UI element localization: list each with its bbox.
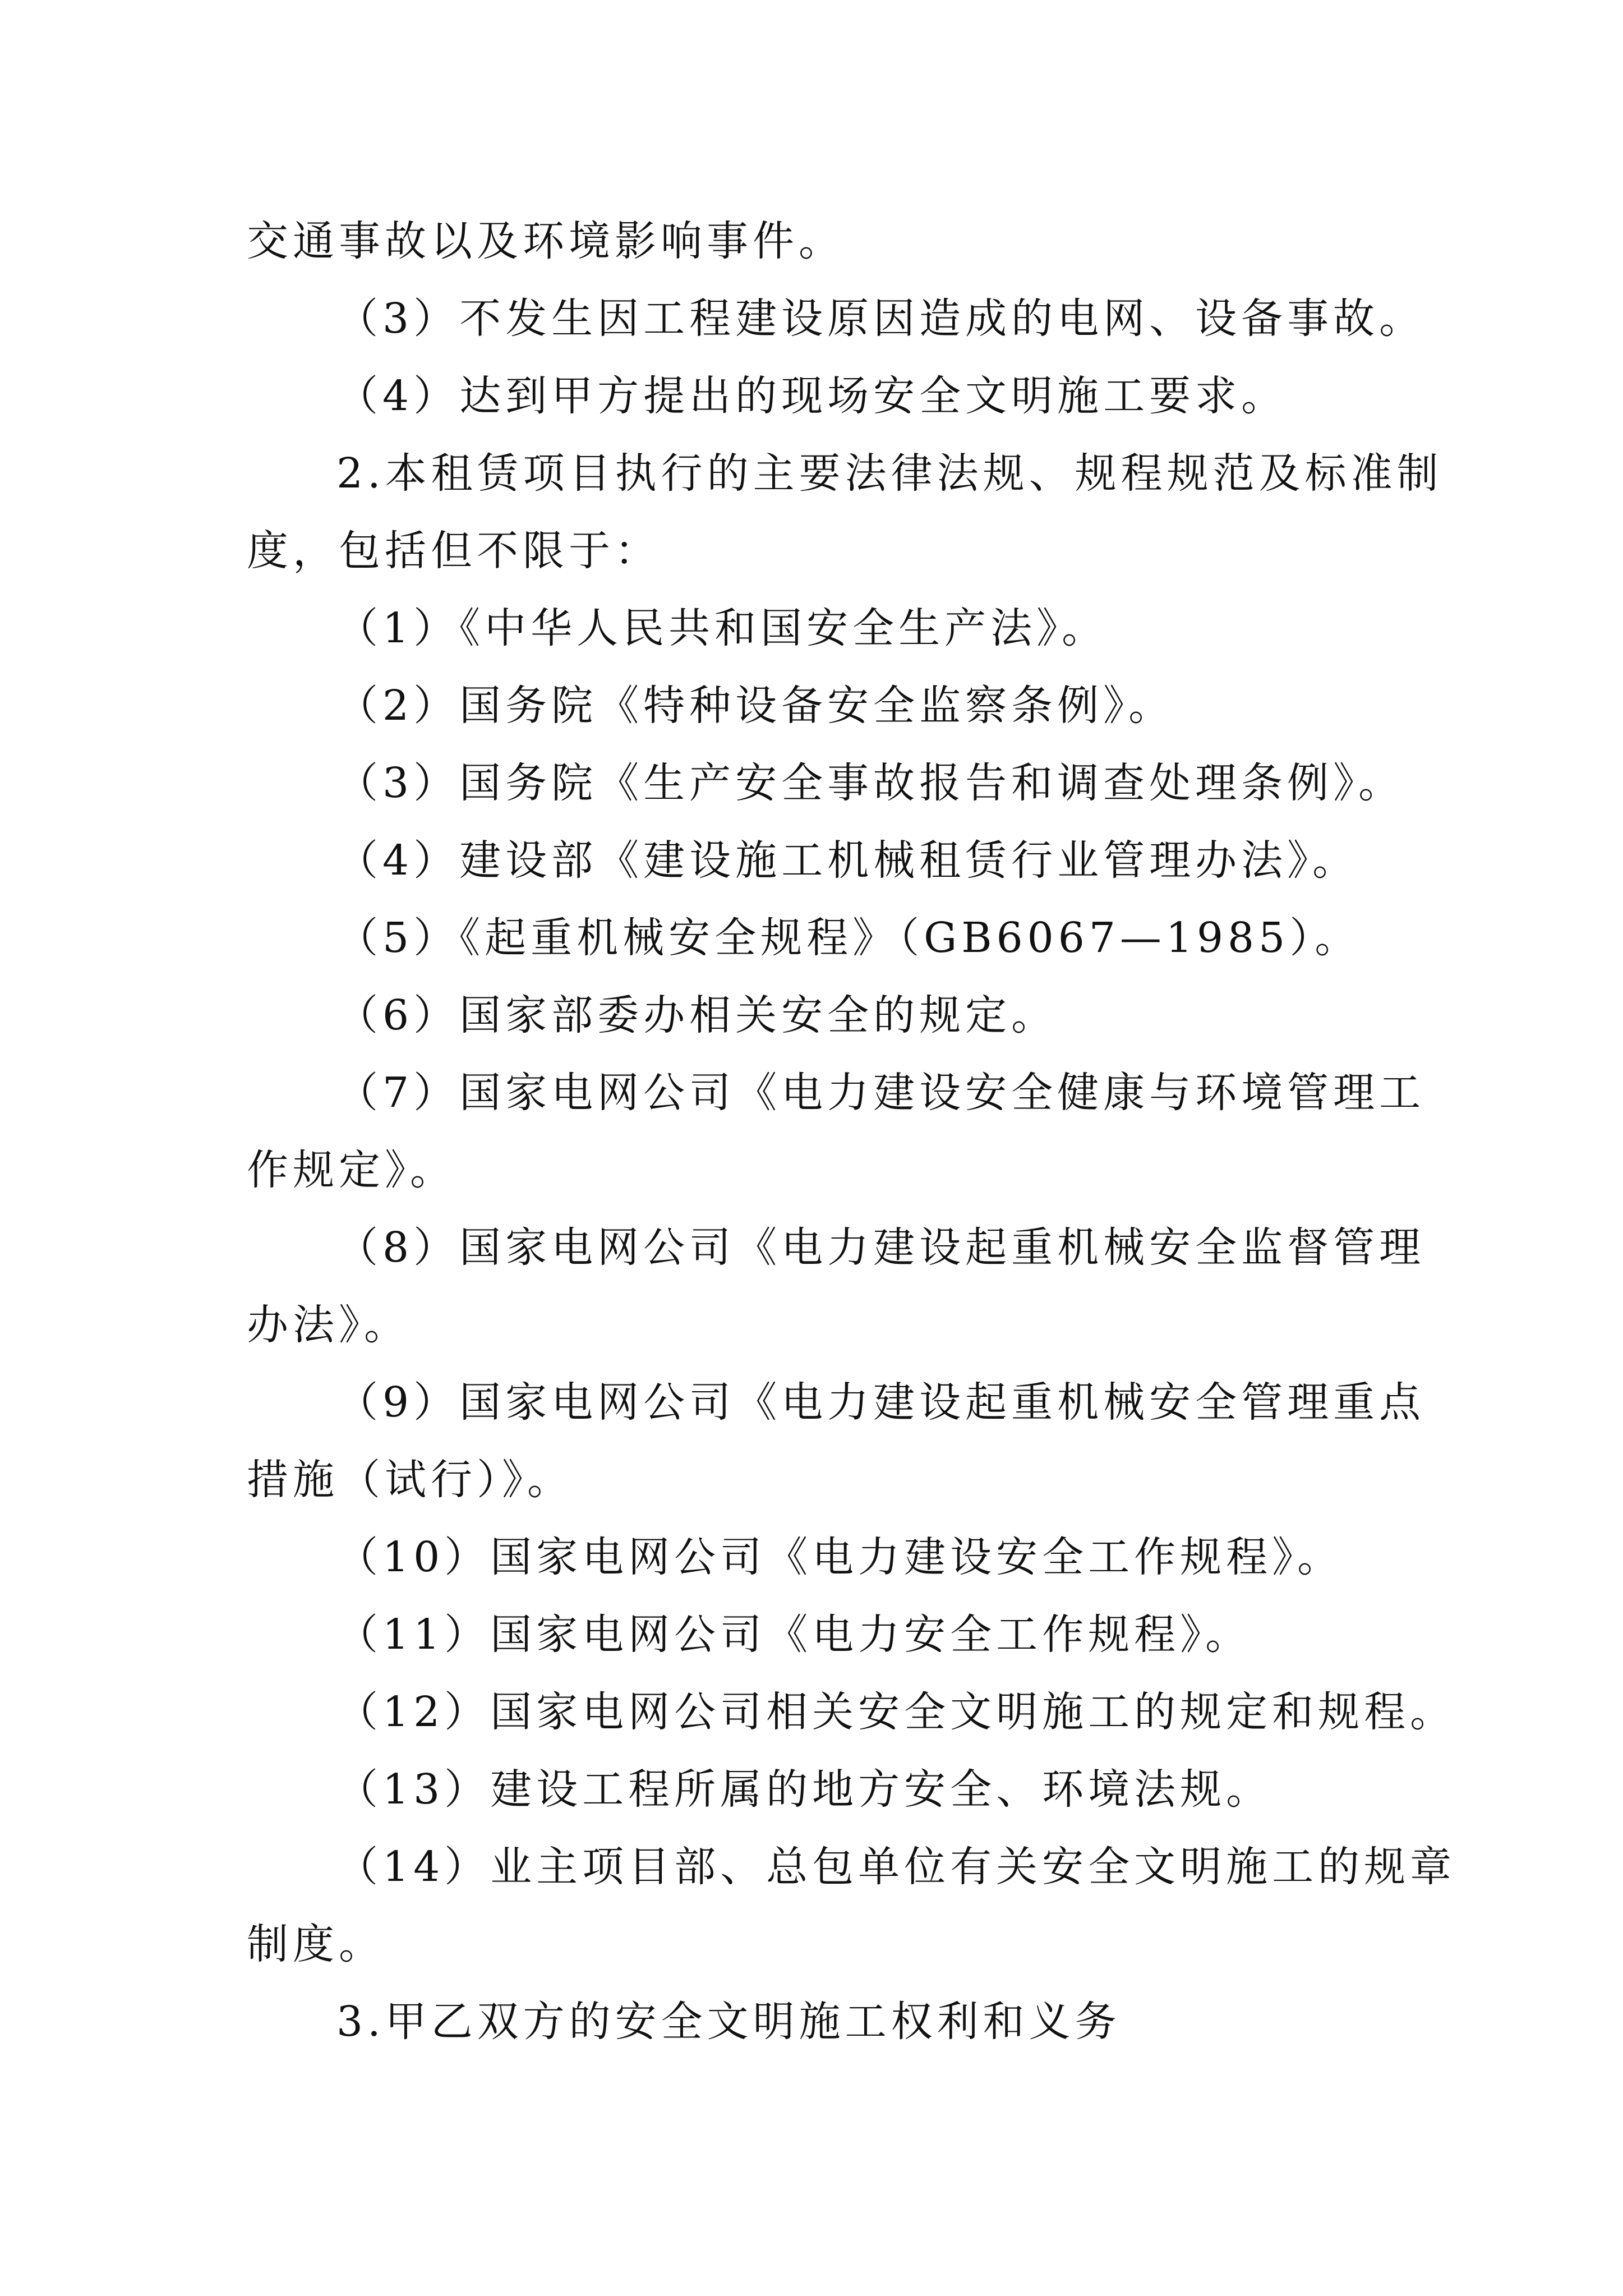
list-item: （4）达到甲方提出的现场安全文明施工要求。 [336,372,1288,420]
list-item-continuation: 作规定》。 [247,1146,456,1194]
list-item: （6）国家部委办相关安全的规定。 [336,991,1058,1039]
list-item: （4）建设部《建设施工机械租赁行业管理办法》。 [336,836,1359,885]
list-item-continuation: 办法》。 [247,1301,410,1349]
list-item: （3）国务院《生产安全事故报告和调查处理条例》。 [336,759,1405,807]
list-item: （5）《起重机械安全规程》（GB6067—1985）。 [336,914,1361,962]
paragraph-line: 交通事故以及环境影响事件。 [247,217,845,265]
list-item: （1）《中华人民共和国安全生产法》。 [336,604,1108,652]
list-item: （9）国家电网公司《电力建设起重机械安全管理重点 [336,1378,1426,1427]
section-heading: 3.甲乙双方的安全文明施工权利和义务 [336,1998,1121,2046]
list-item: （11）国家电网公司《电力安全工作规程》。 [336,1611,1252,1659]
list-item-continuation: 制度。 [247,1920,385,1968]
list-item: （8）国家电网公司《电力建设起重机械安全监督管理 [336,1223,1426,1272]
paragraph-line: 度，包括但不限于： [247,527,661,575]
section-heading: 2.本租赁项目执行的主要法律法规、规程规范及标准制 [336,449,1443,498]
list-item-continuation: 措施（试行）》。 [247,1456,573,1504]
list-item: （12）国家电网公司相关安全文明施工的规定和规程。 [336,1688,1456,1736]
list-item: （2）国务院《特种设备安全监察条例》。 [336,682,1175,730]
list-item: （10）国家电网公司《电力建设安全工作规程》。 [336,1533,1344,1581]
list-item: （3）不发生因工程建设原因造成的电网、设备事故。 [336,295,1426,343]
list-item: （13）建设工程所属的地方安全、环境法规。 [336,1765,1272,1814]
list-item: （14）业主项目部、总包单位有关安全文明施工的规章 [336,1843,1456,1891]
list-item: （7）国家电网公司《电力建设安全健康与环境管理工 [336,1069,1426,1117]
